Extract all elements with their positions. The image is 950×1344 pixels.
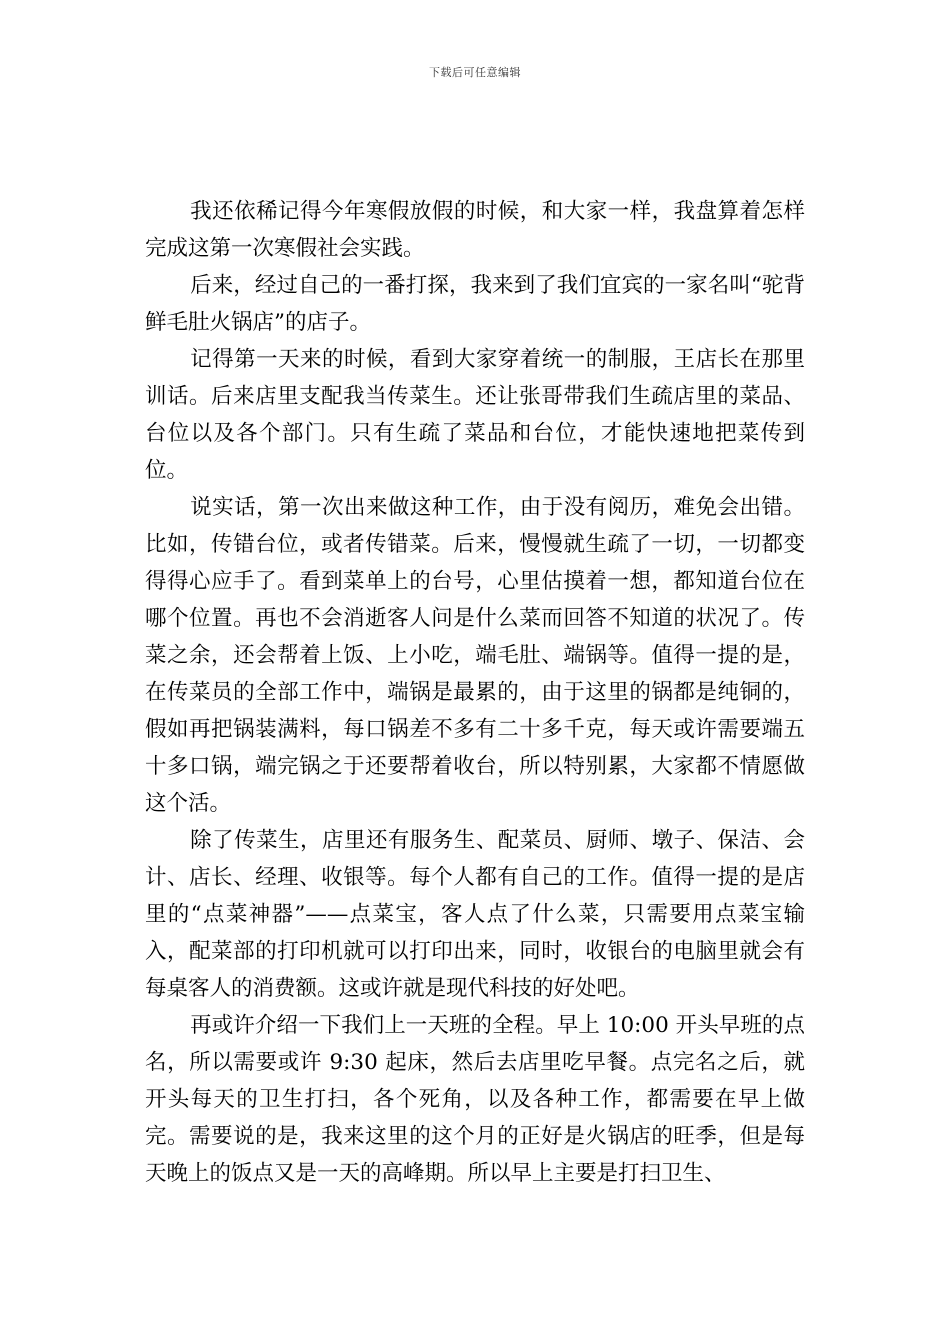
paragraph: 除了传菜生，店里还有服务生、配菜员、厨师、墩子、保洁、会计、店长、经理、收银等。每个人都有自己的工作。值得一提的是店里的“点菜神器”——点菜宝，客人点了什么菜，只需要用点菜宝输入，配菜部的打印机就可以打印出来，同时，收银台的电脑里就会有每桌客人的消费额。这或许就是现代科技的好处吧。 bbox=[145, 828, 805, 1001]
paragraph: 说实话，第一次出来做这种工作，由于没有阅历，难免会出错。比如，传错台位，或者传错菜。后来，慢慢就生疏了一切，一切都变得得心应手了。看到菜单上的台号，心里估摸着一想，都知道台位在哪个位置。再也不会消逝客人问是什么菜而回答不知道的状况了。传菜之余，还会帮着上饭、上小吃，端毛肚、端锅等。值得一提的是，在传菜员的全部工作中，端锅是最累的，由于这里的锅都是纯铜的，假如再把锅装满料，每口锅差不多有二十多千克，每天或许需要端五十多口锅，端完锅之于还要帮着收台，所以特别累，大家都不情愿做这个活。 bbox=[145, 495, 805, 816]
paragraph: 后来，经过自己的一番打探，我来到了我们宜宾的一家名叫“驼背鲜毛肚火锅店”的店子。 bbox=[145, 273, 805, 335]
document-body bbox=[145, 193, 805, 1192]
page-header: 下载后可任意编辑 bbox=[429, 66, 521, 79]
paragraph: 再或许介绍一下我们上一天班的全程。早上 10:00 开头早班的点名，所以需要或许 9:30 起床，然后去店里吃早餐。点完名之后，就开头每天的卫生打扫，各个死角，以及各种工作，都需要在早上做完。需要说的是，我来这里的这个月的正好是火锅店的旺季，但是每天晚上的饭点又是一天的高峰期。所以早上主要是打扫卫生、 bbox=[145, 1013, 805, 1186]
paragraph: 记得第一天来的时候，看到大家穿着统一的制服，王店长在那里训话。后来店里支配我当传菜生。还让张哥带我们生疏店里的菜品、台位以及各个部门。只有生疏了菜品和台位，才能快速地把菜传到位。 bbox=[145, 347, 805, 483]
paragraph: 我还依稀记得今年寒假放假的时候，和大家一样，我盘算着怎样完成这第一次寒假社会实践。 bbox=[145, 199, 805, 261]
